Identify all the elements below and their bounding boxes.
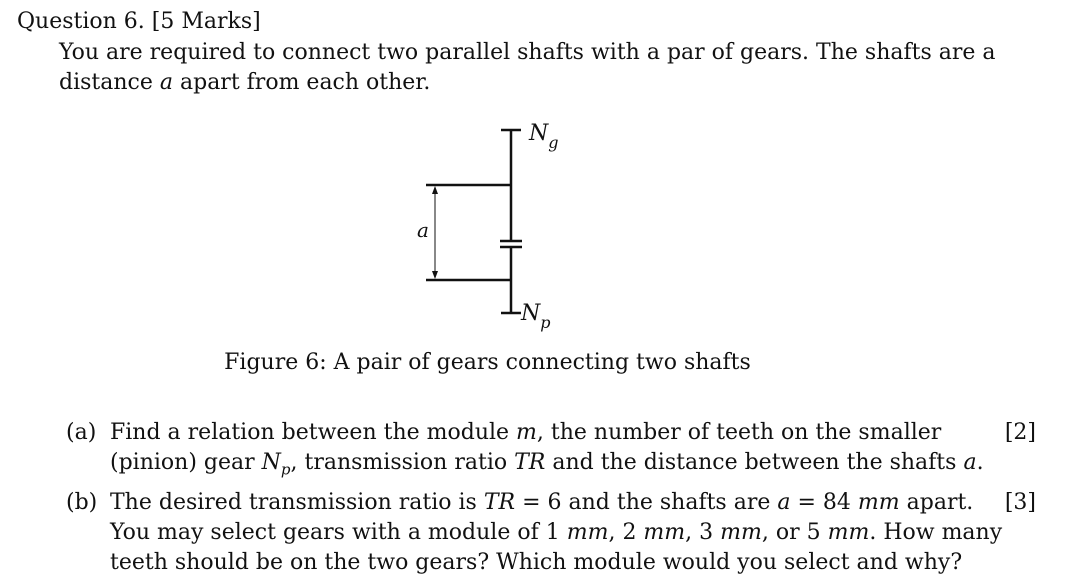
gear-diagram bbox=[400, 120, 600, 335]
pinion-label: $N_p$ bbox=[521, 301, 551, 332]
gear-pair-figure bbox=[400, 120, 600, 335]
part-a-line-1: Find a relation between the module m, the number of teeth on the smaller bbox=[110, 420, 942, 445]
question-heading: Question 6. [5 Marks] bbox=[17, 9, 261, 34]
intro-line-2 bbox=[59, 68, 989, 98]
intro-line-1: You are required to connect two parallel shafts with a par of gears. The shafts are a bbox=[59, 40, 996, 65]
question-intro bbox=[59, 38, 996, 98]
part-a-text bbox=[110, 418, 990, 484]
part-a-label: (a) bbox=[66, 420, 97, 445]
part-b-line-3: teeth should be on the two gears? Which module would you select and why? bbox=[110, 550, 963, 575]
part-a-marks: [2] bbox=[1004, 420, 1036, 445]
distance-arrow-head-top bbox=[432, 186, 438, 194]
part-b-line-2: You may select gears with a module of 1 mm, 2 mm, 3 mm, or 5 mm. How many bbox=[110, 520, 1003, 545]
figure-caption: Figure 6: A pair of gears connecting two shafts bbox=[224, 350, 751, 375]
distance-label: a bbox=[417, 218, 429, 242]
part-b-text bbox=[110, 488, 1003, 578]
part-a-line-2: (pinion) gear $N_p$, transmission ratio TR and the distance between the shafts a. bbox=[110, 450, 984, 479]
distance-variable: a bbox=[159, 70, 173, 95]
part-b-label: (b) bbox=[66, 490, 98, 515]
gear-label: $N_g$ bbox=[529, 121, 559, 152]
distance-arrow-head-bottom bbox=[432, 271, 438, 279]
intro-text: distance bbox=[59, 70, 160, 95]
part-b-line-1: The desired transmission ratio is TR = 6 and the shafts are a = 84 mm apart. bbox=[110, 490, 974, 515]
intro-text: apart from each other. bbox=[173, 70, 431, 95]
part-b-marks: [3] bbox=[1004, 490, 1036, 515]
